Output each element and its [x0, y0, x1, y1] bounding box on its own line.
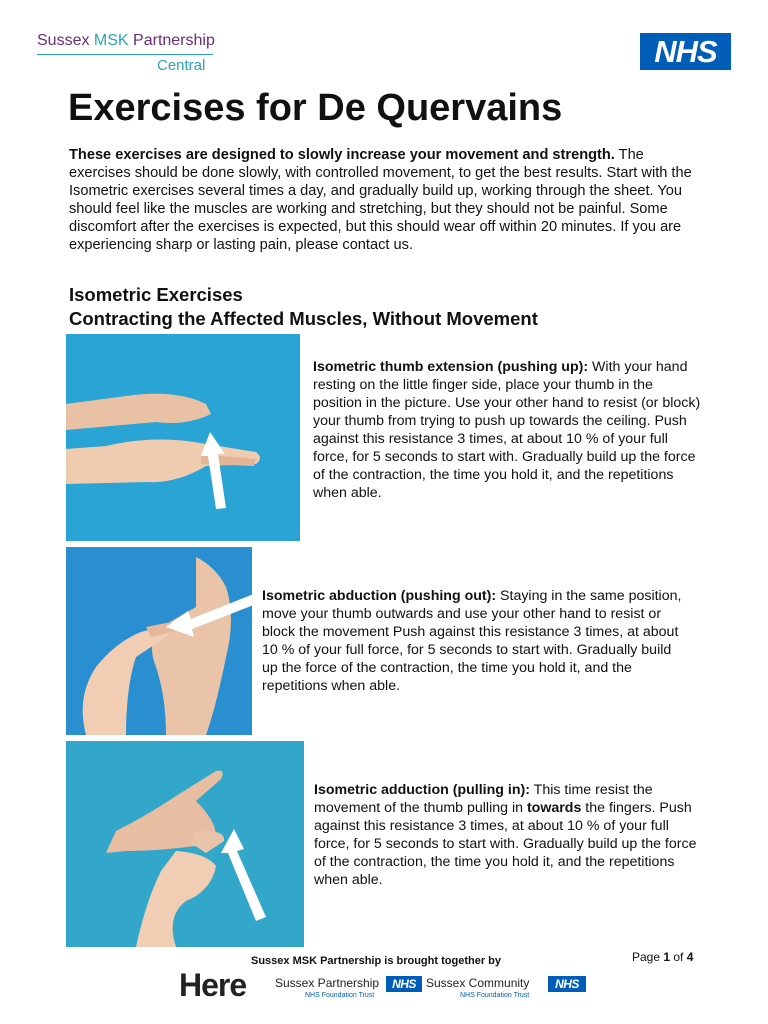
exercise-3-title: Isometric adduction (pulling in):	[314, 782, 530, 798]
hand-photo-icon	[66, 547, 252, 735]
page-number	[632, 950, 693, 964]
exercise-3-body-2: the fingers. Push against this resistance 3 times, at about 10 % of your full force, for 5 seconds to start with. Gradually build up the force of the contraction, the time you hold it, and the repetitions when able.	[314, 800, 697, 888]
brand-part-partnership: Partnership	[128, 32, 215, 49]
page-total: 4	[686, 950, 694, 964]
partner-sussex-partnership-sub: NHS Foundation Trust	[305, 992, 375, 999]
intro-text: The exercises should be done slowly, with controlled movement, to get the best results. Start with the Isometric exercises several times a day, and gradually build up, working through the sheet. You should feel like the muscles are working and stretching, but they should not be painful. Some discomfort after the exercises is expected, but this should wear off within 20 minutes. If you are experiencing sharp or lasting pain, please contact us.	[69, 147, 692, 253]
exercise-2-text	[262, 587, 682, 695]
brand-part-sussex: Sussex	[37, 32, 94, 49]
exercise-3-text	[314, 781, 704, 889]
brand-part-msk: MSK	[93, 32, 129, 49]
exercise-3-emphasis: towards	[526, 800, 582, 816]
page-current: 1	[663, 950, 671, 964]
partner-sussex-community-sub: NHS Foundation Trust	[460, 992, 530, 999]
exercise-1-photo	[66, 334, 300, 541]
partner-sussex-community: Sussex Community	[426, 976, 530, 990]
exercise-1-text	[313, 358, 705, 502]
exercise-1-title: Isometric thumb extension (pushing up):	[313, 359, 589, 375]
page-label: Page	[632, 950, 664, 964]
here-logo: Here	[179, 967, 247, 1003]
nhs-logo: NHS	[640, 33, 731, 70]
brand-divider	[37, 54, 213, 55]
page-of: of	[670, 950, 687, 964]
hand-photo-icon	[66, 741, 304, 947]
section-heading	[69, 283, 538, 331]
exercise-3-photo	[66, 741, 304, 947]
brand-logo	[37, 32, 215, 50]
exercise-3-body-1: This time resist the movement of the thumb pulling in	[314, 782, 653, 816]
exercise-2-body: Staying in the same position, move your thumb outwards and use your other hand to resist or block the movement Push against this resistance 3 times, at about 10 % of your full force, for 5 seconds to start with. Gradually build up the force of the contraction, the time you hold it, and the repetitions when able.	[262, 588, 682, 694]
partner-sussex-partnership: Sussex Partnership	[275, 976, 380, 990]
nhs-logo-small-1: NHS	[386, 976, 422, 992]
exercise-2-title: Isometric abduction (pushing out):	[262, 588, 497, 604]
page-title: Exercises for De Quervains	[68, 87, 563, 129]
exercise-2-photo	[66, 547, 252, 735]
brand-subtitle: Central	[157, 57, 206, 74]
exercise-1-body: With your hand resting on the little finger side, place your thumb in the position in the picture. Use your other hand to resist (or block) your thumb from trying to push up towards the ceiling. Push against this resistance 3 times, at about 10 % of your full force, for 5 seconds to start with. Gradually build up the force of the contraction, the time you hold it, and the repetitions when able.	[313, 359, 701, 501]
hand-photo-icon	[66, 334, 300, 541]
nhs-logo-small-2: NHS	[548, 976, 586, 992]
intro-paragraph	[69, 146, 701, 254]
footer-brought-by: Sussex MSK Partnership is brought together by	[251, 955, 501, 967]
section-heading-1: Isometric Exercises	[69, 284, 243, 305]
intro-bold: These exercises are designed to slowly increase your movement and strength.	[69, 147, 615, 163]
section-heading-2: Contracting the Affected Muscles, Without Movement	[69, 308, 538, 329]
